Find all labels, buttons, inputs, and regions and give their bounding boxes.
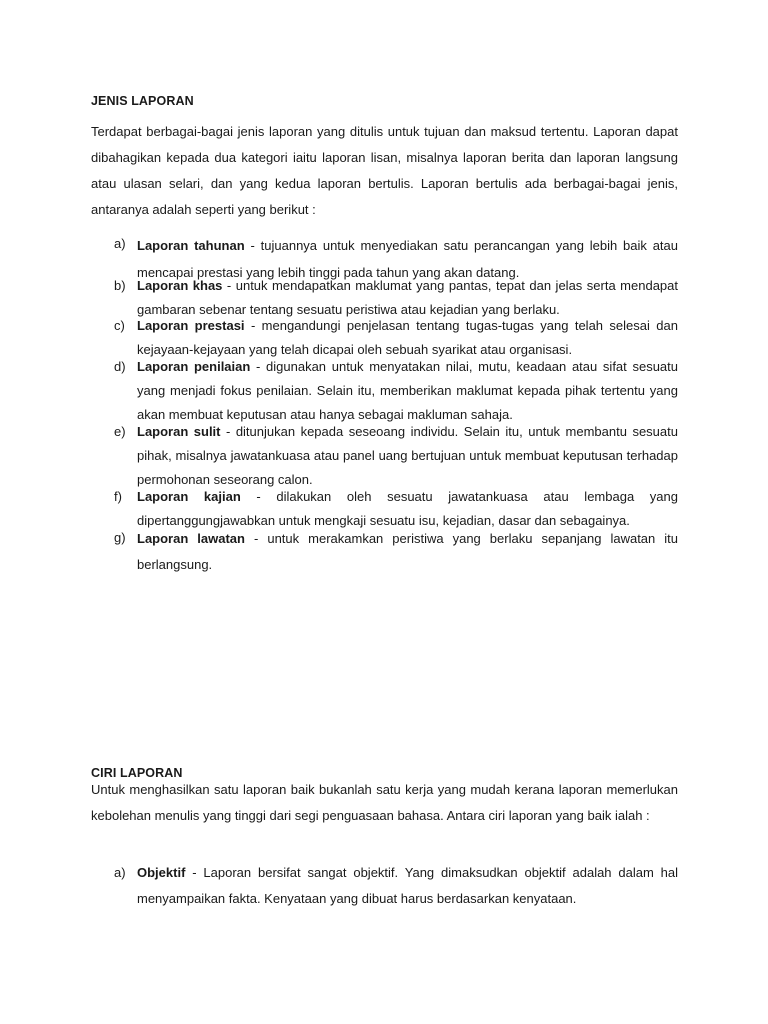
list-item-description: - mengandungi penjelasan tentang tugas-tugas yang telah selesai dan kejayaan-kejayaan yang telah dicapai oleh sebuah syarikat atau organisasi. — [137, 318, 678, 357]
list-item-term: Laporan sulit — [137, 424, 221, 439]
list-item-term: Laporan tahunan — [137, 238, 245, 253]
intro-paragraph-ciri-laporan: Untuk menghasilkan satu laporan baik bukanlah satu kerja yang mudah kerana laporan memerlukan kebolehan menulis yang tinggi dari segi penguasaan bahasa. Antara ciri laporan yang baik ialah : — [91, 782, 678, 823]
list-item-term: Laporan prestasi — [137, 318, 245, 333]
list-marker: f) — [114, 489, 122, 504]
list-marker: c) — [114, 318, 125, 333]
list-item-description: - ditunjukan kepada seseoang individu. Selain itu, untuk membantu sesuatu pihak, misalnya jawatankuasa atau panel uang bertujuan untuk membuat keputusan terhadap permohonan seseorang calon. — [137, 424, 678, 487]
list-item-term: Laporan kajian — [137, 489, 241, 504]
section-heading-jenis-laporan: JENIS LAPORAN — [91, 94, 194, 108]
list-marker: a) — [114, 865, 126, 880]
list-item-text — [137, 420, 678, 492]
list-marker: e) — [114, 424, 126, 439]
list-item-term: Laporan khas — [137, 278, 223, 293]
list-item-description: - dilakukan oleh sesuatu jawatankuasa atau lembaga yang dipertanggungjawabkan untuk mengkaji sesuatu isu, kejadian, dasar dan sebagainya. — [137, 489, 678, 528]
list-item-description: - untuk mendapatkan maklumat yang pantas, tepat dan jelas serta mendapat gambaran sebenar tentang sesuatu peristiwa atau kejadian yang berlaku. — [137, 278, 679, 317]
section-heading-ciri-laporan: CIRI LAPORAN — [91, 766, 183, 780]
list-marker: b) — [114, 278, 126, 293]
list-marker: d) — [114, 359, 126, 374]
list-item-text — [137, 860, 678, 912]
list-item-term: Laporan penilaian — [137, 359, 251, 374]
list-item-term: Laporan lawatan — [137, 531, 245, 546]
list-item-text — [137, 526, 678, 578]
list-item-description: - untuk merakamkan peristiwa yang berlaku sepanjang lawatan itu berlangsung. — [137, 531, 679, 572]
list-item-description: - Laporan bersifat sangat objektif. Yang dimaksudkan objektif adalah dalam hal menyampaikan fakta. Kenyataan yang dibuat harus berdasarkan kenyataan. — [137, 865, 678, 906]
list-item-description: - tujuannya untuk menyediakan satu perancangan yang lebih baik atau mencapai prestasi yang lebih tinggi pada tahun yang akan datang. — [137, 238, 679, 280]
list-item-term: Objektif — [137, 865, 186, 880]
list-item-text — [137, 355, 678, 427]
intro-paragraph-jenis-laporan: Terdapat berbagai-bagai jenis laporan yang ditulis untuk tujuan dan maksud tertentu. Laporan dapat dibahagikan kepada dua kategori iaitu laporan lisan, misalnya laporan berita dan laporan langsung atau ulasan selari, dan yang kedua laporan bertulis. Laporan bertulis ada berbagai-bagai jenis, antaranya adalah seperti yang berikut : — [91, 124, 678, 217]
list-item-description: - digunakan untuk menyatakan nilai, mutu, keadaan atau sifat sesuatu yang menjadi fokus penilaian. Selain itu, memberikan maklumat kepada pihak tertentu yang akan membuat keputusan atau hanya sebagai makluman sahaja. — [137, 359, 678, 422]
list-marker: a) — [114, 236, 126, 251]
list-marker: g) — [114, 530, 126, 545]
